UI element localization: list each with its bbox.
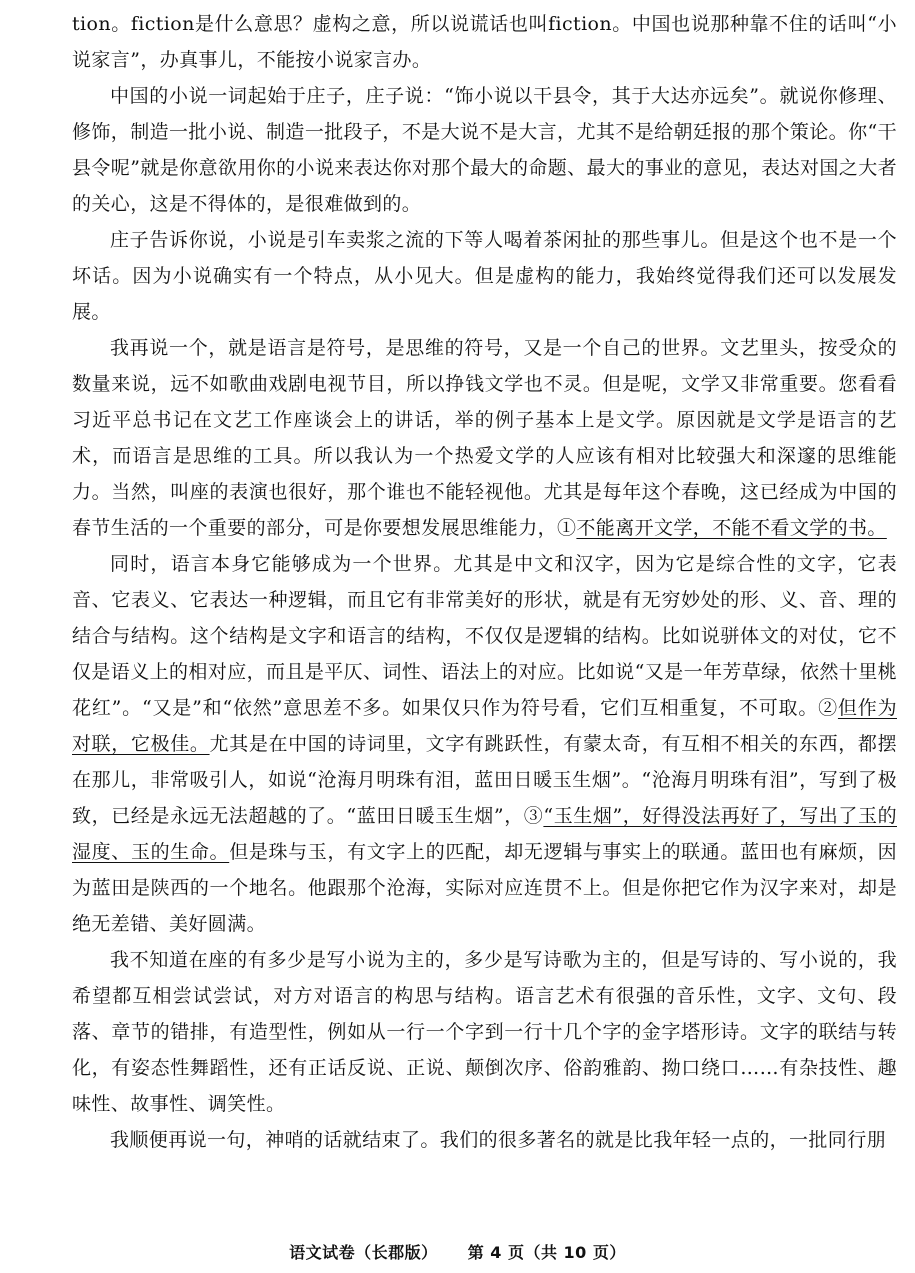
text-run: 我再说一个，就是语言是符号，是思维的符号，又是一个自己的世界。文艺里头，按受众的数量来说，远不如歌曲戏剧电视节目，所以挣钱文学也不灵。但是呢，文学又非常重要。您看看习近平总书记在文艺工作座谈会上的讲话，举的例子基本上是文学。原因就是文学是语言的艺术，而语言是思维的工具。所以我认为一个热爱文学的人应该有相对比较强大和深邃的思维能力。当然，叫座的表演也很好，那个谁也不能轻视他。尤其是每年这个春晚，这已经成为中国的春节生活的一个重要的部分，可是你要想发展思维能力，① xyxy=(72,337,897,539)
text-run: 我不知道在座的有多少是写小说为主的，多少是写诗歌为主的，但是写诗的、写小说的，我希望都互相尝试尝试，对方对语言的构思与结构。语言艺术有很强的音乐性，文字、文句、段落、章节的错排，有造型性，例如从一行一个字到一行十几个字的金字塔形诗。文字的联结与转化，有姿态性舞蹈性，还有正话反说、正说、颠倒次序、俗韵雅韵、拗口绕口……有杂技性、趣味性、故事性、调笑性。 xyxy=(72,949,897,1115)
paragraph xyxy=(72,942,897,1122)
text-run: 尤其是在中国的诗词里，文字有跳跃性，有蒙太奇，有互相不相关的东西，都摆在那儿，非常吸引人，如说“沧海月明珠有泪，蓝田日暖玉生烟”。“沧海月明珠有泪”，写到了极致，已经是永远无法超越的了。“蓝田日暖玉生烟”，③ xyxy=(72,733,897,827)
paragraph xyxy=(72,330,897,546)
paragraph xyxy=(72,78,897,222)
page-footer xyxy=(0,1240,915,1263)
underlined-sentence-2: 但作为对联，它极佳。 xyxy=(72,697,897,755)
text-run: 我顺便再说一句，神哨的话就结束了。我们的很多著名的就是比我年轻一点的，一批同行朋 xyxy=(110,1129,887,1151)
underlined-sentence-1: 不能离开文学，不能不看文学的书。 xyxy=(576,517,887,539)
text-run: 同时，语言本身它能够成为一个世界。尤其是中文和汉字，因为它是综合性的文字，它表音、它表义、它表达一种逻辑，而且它有非常美好的形状，就是有无穷妙处的形、义、音、理的结合与结构。这个结构是文字和语言的结构，不仅仅是逻辑的结构。比如说骈体文的对仗，它不仅是语义上的相对应，而且是平仄、词性、语法上的对应。比如说“又是一年芳草绿，依然十里桃花红”。“又是”和“依然”意思差不多。如果仅只作为符号看，它们互相重复，不可取。② xyxy=(72,553,897,719)
text-run: 庄子告诉你说，小说是引车卖浆之流的下等人喝着茶闲扯的那些事儿。但是这个也不是一个坏话。因为小说确实有一个特点，从小见大。但是虚构的能力，我始终觉得我们还可以发展发展。 xyxy=(72,229,897,323)
page-number: 第 4 页（共 10 页） xyxy=(467,1243,626,1262)
underlined-sentence-3: “玉生烟”，好得没法再好了，写出了玉的湿度、玉的生命。 xyxy=(72,805,897,863)
article-body xyxy=(72,6,897,1158)
exam-title: 语文试卷（长郡版） xyxy=(289,1243,438,1262)
paragraph xyxy=(72,6,897,78)
text-run: tion。fiction是什么意思？虚构之意，所以说谎话也叫fiction。中国也说那种靠不住的话叫“小说家言”，办真事儿，不能按小说家言办。 xyxy=(72,13,897,71)
text-run: 但是珠与玉，有文字上的匹配，却无逻辑与事实上的联通。蓝田也有麻烦，因为蓝田是陕西的一个地名。他跟那个沧海，实际对应连贯不上。但是你把它作为汉字来对，却是绝无差错、美好圆满。 xyxy=(72,841,898,935)
paragraph xyxy=(72,222,897,330)
paragraph xyxy=(72,1122,897,1158)
paragraph xyxy=(72,546,897,942)
text-run: 中国的小说一词起始于庄子，庄子说：“饰小说以干县令，其于大达亦远矣”。就说你修理、修饰，制造一批小说、制造一批段子，不是大说不是大言，尤其不是给朝廷报的那个策论。你“干县令呢”就是你意欲用你的小说来表达你对那个最大的命题、最大的事业的意见，表达对国之大者的关心，这是不得体的，是很难做到的。 xyxy=(72,85,897,215)
